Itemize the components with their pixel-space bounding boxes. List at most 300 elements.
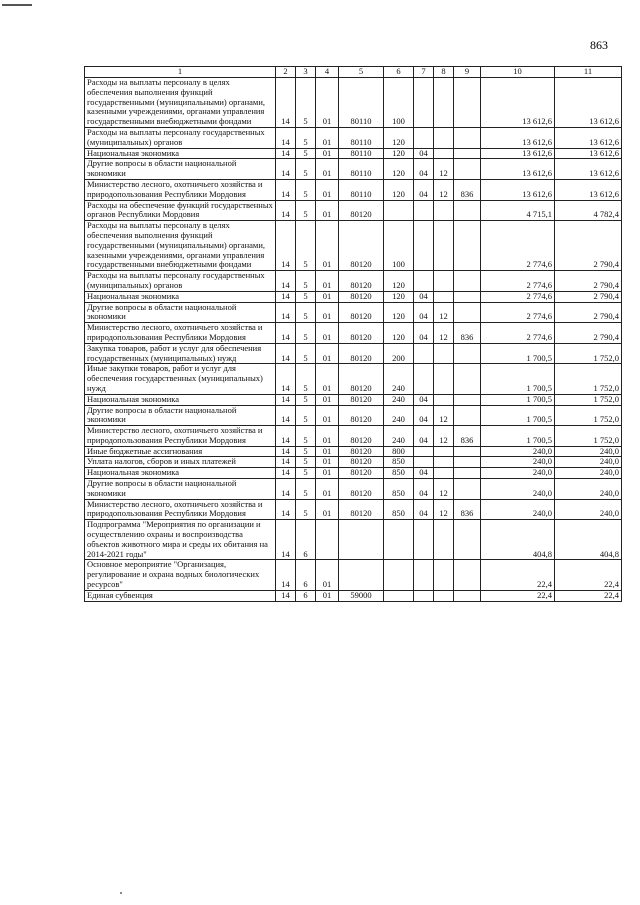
table-cell <box>414 221 434 271</box>
table-row <box>85 271 622 292</box>
table-cell: 1 700,5 <box>481 426 555 447</box>
table-cell: 14 <box>276 590 296 601</box>
table-row <box>85 179 622 200</box>
table-cell: 13 612,6 <box>481 127 555 148</box>
table-cell <box>454 520 481 560</box>
table-cell: 120 <box>384 127 414 148</box>
table-cell: 836 <box>454 426 481 447</box>
table-cell <box>454 291 481 302</box>
table-cell: 14 <box>276 560 296 590</box>
table-cell <box>414 343 434 364</box>
table-cell: 80110 <box>339 179 384 200</box>
table-cell <box>454 560 481 590</box>
table-cell: 2 774,6 <box>481 221 555 271</box>
table-cell: 80120 <box>339 394 384 405</box>
table-cell <box>454 457 481 468</box>
table-cell: 120 <box>384 179 414 200</box>
table-cell: 01 <box>316 271 339 292</box>
scan-edge-mark <box>2 4 32 6</box>
table-row <box>85 426 622 447</box>
table-cell: 01 <box>316 499 339 520</box>
table-cell: 01 <box>316 394 339 405</box>
table-cell <box>454 405 481 426</box>
table-cell: 800 <box>384 446 414 457</box>
table-cell: 04 <box>414 302 434 323</box>
table-cell: 13 612,6 <box>555 78 622 128</box>
table-cell: 100 <box>384 221 414 271</box>
table-cell: 01 <box>316 159 339 180</box>
table-cell: 13 612,6 <box>555 159 622 180</box>
table-cell: 5 <box>296 479 316 500</box>
table-cell: 2 790,4 <box>555 323 622 344</box>
table-cell: 14 <box>276 179 296 200</box>
table-cell: 5 <box>296 148 316 159</box>
table-cell: 240,0 <box>555 457 622 468</box>
scan-speck <box>120 892 122 894</box>
budget-table <box>84 66 622 602</box>
table-cell: 240 <box>384 426 414 447</box>
table-cell: 14 <box>276 221 296 271</box>
table-cell: 1 752,0 <box>555 364 622 394</box>
table-cell: Единая субвенция <box>85 590 276 601</box>
table-cell: 14 <box>276 479 296 500</box>
table-cell: Министерство лесного, охотничьего хозяйства и природопользования Республики Мордовия <box>85 499 276 520</box>
table-cell: 01 <box>316 323 339 344</box>
table-cell: 14 <box>276 127 296 148</box>
table-cell: 120 <box>384 323 414 344</box>
table-row <box>85 323 622 344</box>
table-cell: 14 <box>276 446 296 457</box>
table-cell: 01 <box>316 479 339 500</box>
table-cell: 80120 <box>339 479 384 500</box>
table-cell <box>454 159 481 180</box>
table-cell: 80120 <box>339 271 384 292</box>
table-cell: Закупка товаров, работ и услуг для обеспечения государственных (муниципальных) нужд <box>85 343 276 364</box>
table-cell: 14 <box>276 148 296 159</box>
table-row <box>85 457 622 468</box>
column-header: 7 <box>414 67 434 78</box>
column-header: 6 <box>384 67 414 78</box>
table-cell: 13 612,6 <box>481 78 555 128</box>
table-cell: Расходы на выплаты персоналу государственных (муниципальных) органов <box>85 271 276 292</box>
table-cell: 14 <box>276 302 296 323</box>
table-cell <box>414 590 434 601</box>
table-cell: 01 <box>316 426 339 447</box>
table-cell: 240 <box>384 394 414 405</box>
table-cell: 1 700,5 <box>481 405 555 426</box>
table-cell: 04 <box>414 179 434 200</box>
table-cell <box>384 560 414 590</box>
table-cell: 13 612,6 <box>481 148 555 159</box>
table-cell: 14 <box>276 159 296 180</box>
table-cell: 14 <box>276 468 296 479</box>
table-cell: 1 700,5 <box>481 394 555 405</box>
table-row <box>85 446 622 457</box>
table-cell <box>414 560 434 590</box>
table-cell: 240,0 <box>481 499 555 520</box>
table-cell: 836 <box>454 499 481 520</box>
table-cell: 80120 <box>339 291 384 302</box>
table-cell <box>454 590 481 601</box>
table-cell <box>454 394 481 405</box>
table-cell: Другие вопросы в области национальной экономики <box>85 302 276 323</box>
table-cell: 240,0 <box>481 468 555 479</box>
table-cell: 5 <box>296 364 316 394</box>
table-cell: 04 <box>414 479 434 500</box>
table-cell: 80110 <box>339 148 384 159</box>
table-cell: 13 612,6 <box>555 179 622 200</box>
table-cell: 850 <box>384 457 414 468</box>
table-cell: 240,0 <box>555 499 622 520</box>
table-cell <box>414 271 434 292</box>
table-cell: 5 <box>296 302 316 323</box>
table-cell: 14 <box>276 343 296 364</box>
table-cell: 5 <box>296 343 316 364</box>
table-cell: Министерство лесного, охотничьего хозяйства и природопользования Республики Мордовия <box>85 426 276 447</box>
table-row <box>85 291 622 302</box>
table-cell: 01 <box>316 560 339 590</box>
table-cell: 04 <box>414 468 434 479</box>
table-cell: 5 <box>296 159 316 180</box>
table-cell: 22,4 <box>481 560 555 590</box>
table-cell: 2 774,6 <box>481 302 555 323</box>
table-cell: 5 <box>296 271 316 292</box>
column-header: 2 <box>276 67 296 78</box>
table-cell <box>434 271 454 292</box>
table-cell: 01 <box>316 364 339 394</box>
table-cell <box>339 560 384 590</box>
table-cell: 12 <box>434 499 454 520</box>
table-cell <box>454 200 481 221</box>
column-header: 11 <box>555 67 622 78</box>
column-header: 5 <box>339 67 384 78</box>
table-row <box>85 343 622 364</box>
table-cell <box>454 364 481 394</box>
table-cell: 12 <box>434 323 454 344</box>
table-cell <box>434 343 454 364</box>
table-cell: 22,4 <box>481 590 555 601</box>
table-cell: Другие вопросы в области национальной экономики <box>85 479 276 500</box>
table-cell: 1 700,5 <box>481 343 555 364</box>
table-body <box>85 78 622 602</box>
table-cell <box>414 446 434 457</box>
table-cell: 240,0 <box>481 479 555 500</box>
table-cell: Расходы на выплаты персоналу в целях обеспечения выполнения функций государственными (муниципальными) органами, казенными учреждениями, органами управления государственными внебюджетными фондами <box>85 221 276 271</box>
table-cell: 100 <box>384 78 414 128</box>
table-cell: 120 <box>384 148 414 159</box>
table-cell: 2 790,4 <box>555 271 622 292</box>
table-cell <box>434 457 454 468</box>
table-cell: 80120 <box>339 446 384 457</box>
table-cell: 80120 <box>339 343 384 364</box>
table-cell: Другие вопросы в области национальной экономики <box>85 159 276 180</box>
table-cell: Иные закупки товаров, работ и услуг для обеспечения государственных (муниципальных) нужд <box>85 364 276 394</box>
table-cell: 04 <box>414 426 434 447</box>
column-header: 4 <box>316 67 339 78</box>
table-cell: 01 <box>316 405 339 426</box>
table-cell: Иные бюджетные ассигнования <box>85 446 276 457</box>
table-cell: 80120 <box>339 468 384 479</box>
table-cell <box>414 457 434 468</box>
column-header: 10 <box>481 67 555 78</box>
table-cell: Расходы на выплаты персоналу государственных (муниципальных) органов <box>85 127 276 148</box>
table-cell <box>414 78 434 128</box>
table-cell <box>434 394 454 405</box>
table-cell: 04 <box>414 394 434 405</box>
table-cell: 14 <box>276 405 296 426</box>
table-cell <box>434 520 454 560</box>
table-cell: 59000 <box>339 590 384 601</box>
table-cell <box>454 302 481 323</box>
table-cell: 01 <box>316 302 339 323</box>
table-cell: 5 <box>296 323 316 344</box>
table-row <box>85 78 622 128</box>
table-cell: 5 <box>296 200 316 221</box>
table-cell <box>434 446 454 457</box>
table-cell: 6 <box>296 560 316 590</box>
table-cell: 6 <box>296 520 316 560</box>
table-cell: Национальная экономика <box>85 468 276 479</box>
table-cell: 80120 <box>339 426 384 447</box>
table-cell: Национальная экономика <box>85 148 276 159</box>
table-cell: 80120 <box>339 405 384 426</box>
table-cell: 200 <box>384 343 414 364</box>
table-cell: Министерство лесного, охотничьего хозяйства и природопользования Республики Мордовия <box>85 179 276 200</box>
table-cell <box>434 148 454 159</box>
table-cell: 01 <box>316 343 339 364</box>
table-cell: 5 <box>296 468 316 479</box>
table-cell: 01 <box>316 200 339 221</box>
table-cell: 1 752,0 <box>555 405 622 426</box>
table-cell: 4 782,4 <box>555 200 622 221</box>
table-cell: 80120 <box>339 302 384 323</box>
table-cell: 01 <box>316 446 339 457</box>
table-cell: 01 <box>316 457 339 468</box>
table-cell: 12 <box>434 479 454 500</box>
table-cell <box>384 520 414 560</box>
table-cell: 12 <box>434 159 454 180</box>
table-cell: 5 <box>296 457 316 468</box>
table-cell: 240 <box>384 405 414 426</box>
table-cell <box>434 291 454 302</box>
table-cell: 404,8 <box>481 520 555 560</box>
table-cell <box>454 271 481 292</box>
table-cell <box>434 221 454 271</box>
table-cell: Подпрограмма "Мероприятия по организации и осуществлению охраны и воспроизводства объектов животного мира и среды их обитания на 2014-2021 годы" <box>85 520 276 560</box>
table-cell <box>434 78 454 128</box>
table-row <box>85 159 622 180</box>
table-cell: 850 <box>384 499 414 520</box>
table-cell: 01 <box>316 291 339 302</box>
table-cell: 80110 <box>339 159 384 180</box>
table-row <box>85 520 622 560</box>
table-cell: 04 <box>414 148 434 159</box>
table-cell: 13 612,6 <box>481 159 555 180</box>
table-cell: 120 <box>384 291 414 302</box>
table-cell <box>434 127 454 148</box>
table-cell: 80120 <box>339 364 384 394</box>
page-number: 863 <box>590 38 608 52</box>
table-row <box>85 560 622 590</box>
table-cell: 14 <box>276 499 296 520</box>
table-cell: 01 <box>316 221 339 271</box>
table-cell: 2 774,6 <box>481 271 555 292</box>
table-cell: 1 752,0 <box>555 394 622 405</box>
table-cell: 5 <box>296 405 316 426</box>
table-cell <box>454 479 481 500</box>
table-cell <box>454 127 481 148</box>
table-cell: 240,0 <box>555 479 622 500</box>
table-cell: 13 612,6 <box>481 179 555 200</box>
table-cell: 01 <box>316 179 339 200</box>
table-cell: Расходы на выплаты персоналу в целях обеспечения выполнения функций государственными (муниципальными) органами, казенными учреждениями, органами управления государственными внебюджетными фондами <box>85 78 276 128</box>
table-cell: 13 612,6 <box>555 148 622 159</box>
table-cell: 12 <box>434 426 454 447</box>
table-cell: 04 <box>414 323 434 344</box>
table-cell <box>434 468 454 479</box>
table-cell: 14 <box>276 271 296 292</box>
table-cell <box>414 520 434 560</box>
column-header: 3 <box>296 67 316 78</box>
table-cell: 1 700,5 <box>481 364 555 394</box>
table-cell: 850 <box>384 468 414 479</box>
table-cell: 240 <box>384 364 414 394</box>
table-cell: 14 <box>276 457 296 468</box>
table-row <box>85 200 622 221</box>
table-cell: 836 <box>454 179 481 200</box>
table-cell: 5 <box>296 446 316 457</box>
table-cell <box>454 78 481 128</box>
table-cell: Национальная экономика <box>85 394 276 405</box>
table-cell <box>414 127 434 148</box>
table-cell: 5 <box>296 394 316 405</box>
table-cell: Уплата налогов, сборов и иных платежей <box>85 457 276 468</box>
table-cell <box>414 200 434 221</box>
table-cell: 04 <box>414 159 434 180</box>
table-cell: 80120 <box>339 457 384 468</box>
table-cell: 12 <box>434 302 454 323</box>
table-cell: 2 790,4 <box>555 221 622 271</box>
table-cell: 80110 <box>339 127 384 148</box>
table-cell: 14 <box>276 394 296 405</box>
table-cell: 80120 <box>339 323 384 344</box>
table-cell: 22,4 <box>555 560 622 590</box>
table-cell: 04 <box>414 499 434 520</box>
column-header: 1 <box>85 67 276 78</box>
table-cell <box>434 200 454 221</box>
table-cell: 80120 <box>339 499 384 520</box>
table-row <box>85 468 622 479</box>
table-cell: 14 <box>276 78 296 128</box>
table-cell: Министерство лесного, охотничьего хозяйства и природопользования Республики Мордовия <box>85 323 276 344</box>
table-cell <box>454 446 481 457</box>
table-cell <box>434 364 454 394</box>
table-row <box>85 127 622 148</box>
table-cell: Расходы на обеспечение функций государственных органов Республики Мордовия <box>85 200 276 221</box>
table-row <box>85 590 622 601</box>
table-cell: 13 612,6 <box>555 127 622 148</box>
table-cell: Другие вопросы в области национальной экономики <box>85 405 276 426</box>
table-cell: Основное мероприятие "Организация, регулирование и охрана водных биологических ресурсов" <box>85 560 276 590</box>
table-cell: 240,0 <box>555 468 622 479</box>
table-cell <box>384 200 414 221</box>
table-cell <box>454 343 481 364</box>
table-cell: 5 <box>296 127 316 148</box>
table-row <box>85 479 622 500</box>
table-cell: 6 <box>296 590 316 601</box>
table-cell: 5 <box>296 78 316 128</box>
table-cell: 22,4 <box>555 590 622 601</box>
table-cell: 04 <box>414 291 434 302</box>
table-cell: 5 <box>296 499 316 520</box>
table-cell: 4 715,1 <box>481 200 555 221</box>
table-cell <box>339 520 384 560</box>
table-cell: 240,0 <box>555 446 622 457</box>
table-cell: 80120 <box>339 200 384 221</box>
table-cell: 01 <box>316 590 339 601</box>
table-cell: 80120 <box>339 221 384 271</box>
table-cell: 04 <box>414 405 434 426</box>
table-cell: 01 <box>316 78 339 128</box>
column-header: 9 <box>454 67 481 78</box>
table-cell: 404,8 <box>555 520 622 560</box>
table-cell: 14 <box>276 426 296 447</box>
table-row <box>85 221 622 271</box>
table-cell <box>434 590 454 601</box>
table-row <box>85 364 622 394</box>
table-cell: 5 <box>296 426 316 447</box>
table-cell: 80110 <box>339 78 384 128</box>
table-cell: 2 774,6 <box>481 323 555 344</box>
table-cell: 2 790,4 <box>555 291 622 302</box>
table-cell: 14 <box>276 323 296 344</box>
table-cell: 12 <box>434 405 454 426</box>
table-header-row <box>85 67 622 78</box>
table-cell: 240,0 <box>481 457 555 468</box>
table-cell: 1 752,0 <box>555 426 622 447</box>
table-row <box>85 148 622 159</box>
table-cell <box>384 590 414 601</box>
table-cell: 01 <box>316 468 339 479</box>
table-cell: 5 <box>296 221 316 271</box>
table-cell: 836 <box>454 323 481 344</box>
table-cell: 5 <box>296 179 316 200</box>
table-cell <box>454 221 481 271</box>
table-cell: 14 <box>276 520 296 560</box>
table-cell <box>454 148 481 159</box>
table-cell: 01 <box>316 127 339 148</box>
table-row <box>85 302 622 323</box>
table-cell: 2 790,4 <box>555 302 622 323</box>
table-cell: 2 774,6 <box>481 291 555 302</box>
table-cell: 120 <box>384 302 414 323</box>
table-cell: Национальная экономика <box>85 291 276 302</box>
table-row <box>85 394 622 405</box>
table-cell: 12 <box>434 179 454 200</box>
table-cell: 14 <box>276 364 296 394</box>
table-row <box>85 405 622 426</box>
table-cell: 120 <box>384 159 414 180</box>
table-cell <box>454 468 481 479</box>
table-cell: 240,0 <box>481 446 555 457</box>
table-cell <box>414 364 434 394</box>
table-cell: 1 752,0 <box>555 343 622 364</box>
table-cell: 14 <box>276 291 296 302</box>
table-cell <box>316 520 339 560</box>
table-cell: 14 <box>276 200 296 221</box>
table-cell <box>434 560 454 590</box>
column-header: 8 <box>434 67 454 78</box>
